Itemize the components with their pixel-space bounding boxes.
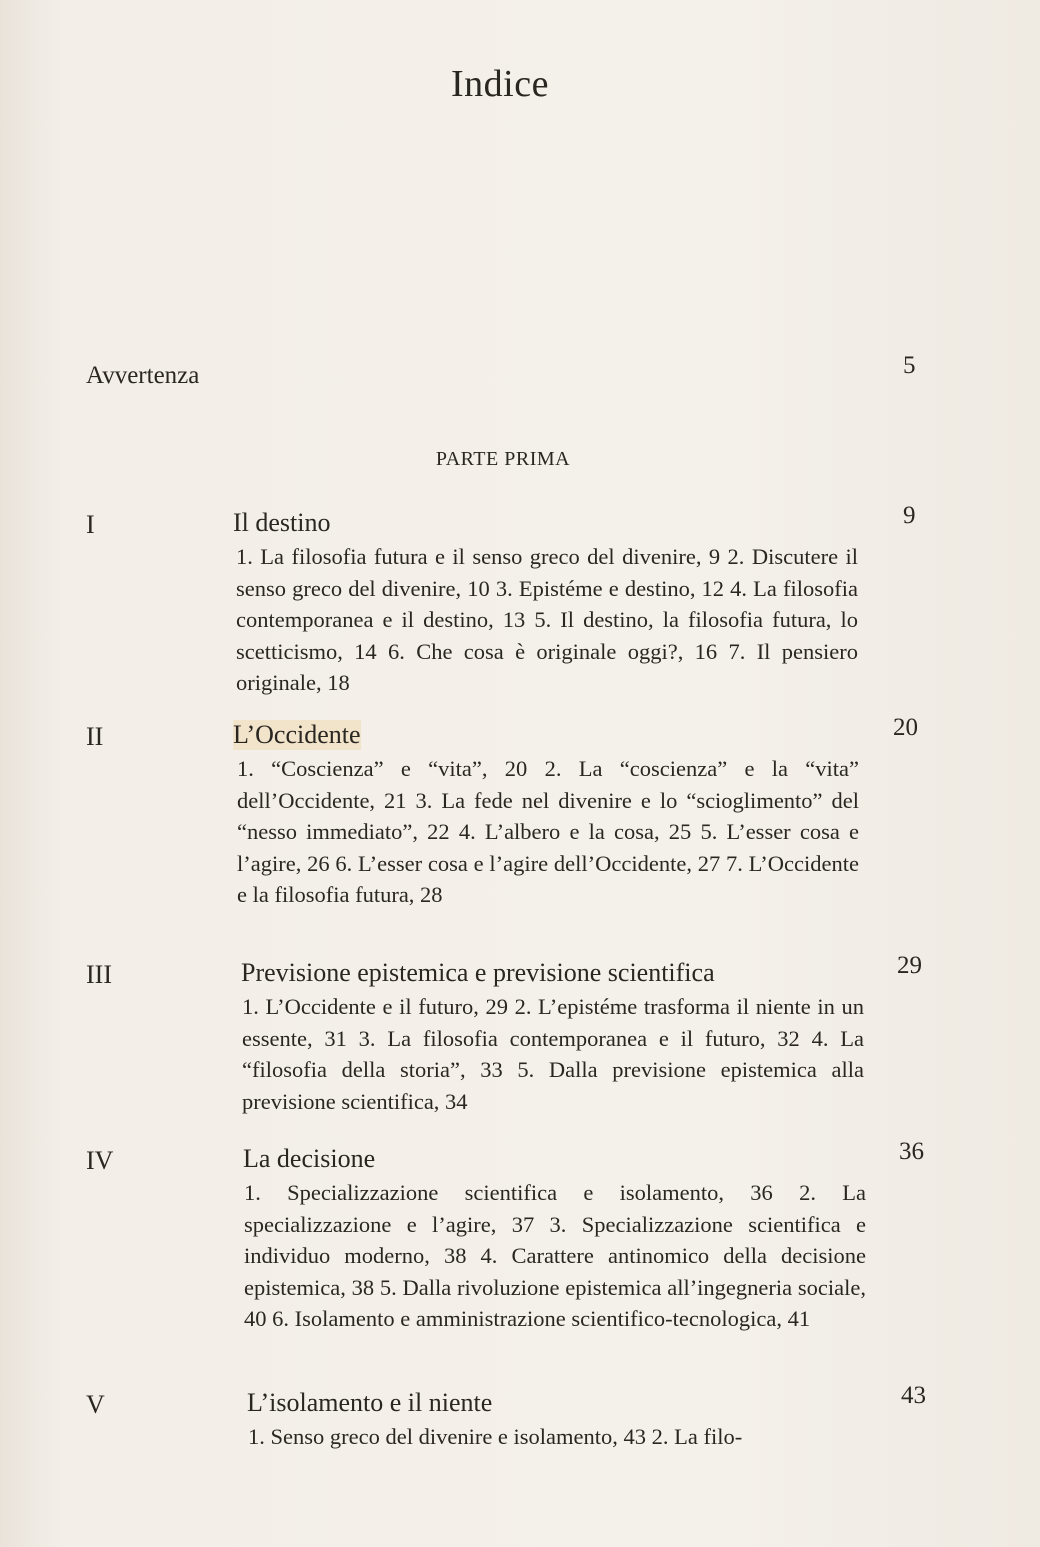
intro-label: Avvertenza — [86, 362, 200, 389]
chapter-numeral: IV — [86, 1146, 114, 1175]
chapter-title: Previsione epistemica e previsione scientifica — [241, 958, 715, 987]
chapter-page-number: 43 — [901, 1382, 926, 1409]
chapter-sections: 1. “Coscienza” e “vita”, 20 2. La “coscienza” e la “vita” dell’Occidente, 21 3. La fede nel divenire e lo “scioglimento” del “nesso immediato”, 22 4. L’albero e la cosa, 25 5. L’esser cosa e l’agire, 26 6. L’esser cosa e l’agire dell’Occidente, 27 7. L’Occidente e la filosofia futura, 28 — [237, 756, 859, 907]
chapter-page-number: 9 — [903, 502, 916, 529]
chapter-title: L’Occidente — [233, 720, 361, 749]
chapter-sections: 1. L’Occidente e il futuro, 29 2. L’epistéme trasforma il niente in un essente, 31 3. La filosofia contemporanea e il futuro, 32 4. La “filosofia della storia”, 33 5. Dalla previsione epistemica alla previsione scientifica, 34 — [242, 994, 864, 1114]
intro-page-number: 5 — [903, 352, 916, 379]
chapter-title: La decisione — [243, 1144, 376, 1173]
page-title: Indice — [451, 63, 549, 105]
part-heading: PARTE PRIMA — [435, 448, 571, 470]
chapter-numeral: V — [86, 1390, 105, 1419]
chapter-page-number: 29 — [897, 952, 922, 979]
chapter-numeral: III — [86, 960, 112, 989]
chapter-numeral: I — [86, 510, 95, 539]
chapter-sections: 1. Specializzazione scientifica e isolamento, 36 2. La specializzazione e l’agire, 37 3. Specializzazione scientifica e individuo moderno, 38 4. Carattere antinomico della decisione epistemica, 38 5. Dalla rivoluzione epistemica all’ingegneria sociale, 40 6. Isolamento e amministrazione scientifico-tecnologica, 41 — [244, 1180, 866, 1331]
chapter-page-number: 20 — [893, 714, 918, 741]
chapter-sections: 1. Senso greco del divenire e isolamento, 43 2. La filo- — [248, 1424, 743, 1449]
chapter-title: Il destino — [233, 508, 331, 537]
chapter-numeral: II — [86, 722, 104, 751]
chapter-sections: 1. La filosofia futura e il senso greco del divenire, 9 2. Discutere il senso greco del divenire, 10 3. Epistéme e destino, 12 4. La filosofia contemporanea e il destino, 13 5. Il destino, la filosofia futura, lo scetticismo, 14 6. Che cosa è originale oggi?, 16 7. Il pensiero originale, 18 — [236, 544, 858, 695]
chapter-page-number: 36 — [899, 1138, 924, 1165]
chapter-title: L’isolamento e il niente — [247, 1388, 493, 1417]
